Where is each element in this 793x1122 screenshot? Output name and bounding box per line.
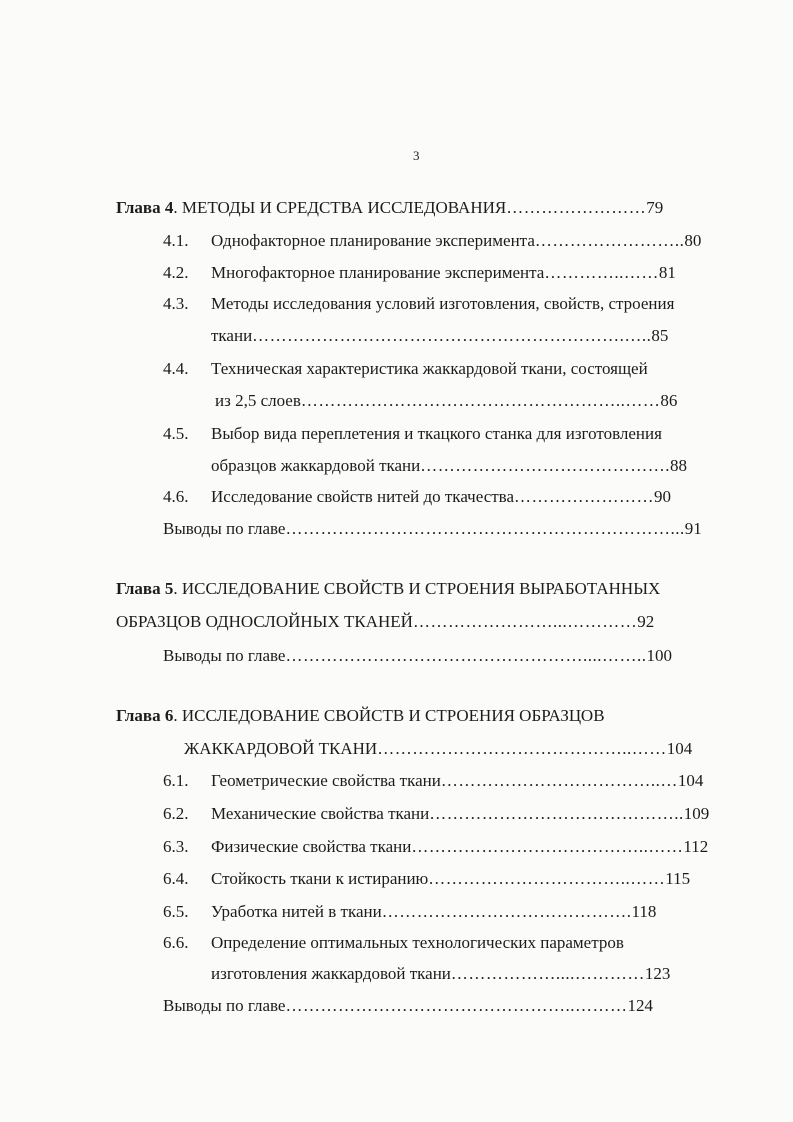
- toc-entry-4-2: [163, 263, 676, 283]
- entry-page: 123: [644, 964, 671, 983]
- toc-conclusions-4: [163, 519, 702, 539]
- toc-entry-6-2: [163, 804, 709, 824]
- entry-number: 6.2.: [163, 804, 189, 823]
- toc-conclusions-5: [163, 646, 672, 666]
- entry-number: 6.6.: [163, 933, 189, 952]
- entry-leader: ……………………………………………………….…..: [252, 326, 652, 345]
- entry-text: Методы исследования условий изготовления, свойств, строения: [211, 294, 675, 313]
- chapter-6-title: . ИССЛЕДОВАНИЕ СВОЙСТВ И СТРОЕНИЯ ОБРАЗЦОВ: [173, 706, 605, 725]
- page-number: 3: [413, 148, 420, 163]
- entry-number: 4.2.: [163, 263, 189, 282]
- chapter-6-leader: ……………………………………..……: [377, 739, 667, 758]
- entry-page: 86: [660, 391, 678, 410]
- toc-entry-4-3: [163, 294, 674, 314]
- toc-entry-4-3-cont: [211, 326, 668, 346]
- chapter-4-leader: ……………………: [506, 198, 647, 217]
- entry-leader: ………………....…………: [450, 964, 645, 983]
- entry-leader: ……………………: [514, 487, 655, 506]
- entry-leader: …………..……: [544, 263, 659, 282]
- conclusions-leader: …………………………………………..………: [285, 996, 628, 1015]
- entry-page: 85: [651, 326, 669, 345]
- chapter-4-heading: [116, 198, 663, 218]
- entry-leader: ……………………………..……: [428, 869, 666, 888]
- chapter-5-heading-cont: [116, 612, 654, 632]
- entry-number: 4.1.: [163, 231, 189, 250]
- toc-entry-4-4: [163, 359, 648, 379]
- entry-text: Выбор вида переплетения и ткацкого станка для изготовления: [211, 424, 662, 443]
- entry-text: Уработка нитей в ткани: [211, 902, 382, 921]
- entry-page: 81: [658, 263, 676, 282]
- entry-text-cont: изготовления жаккардовой ткани: [211, 964, 451, 983]
- entry-text: Геометрические свойства ткани: [211, 771, 441, 790]
- entry-text: Определение оптимальных технологических параметров: [211, 933, 624, 952]
- entry-page: 104: [677, 771, 704, 790]
- entry-number: 4.5.: [163, 424, 189, 443]
- chapter-6-title-cont: ЖАККАРДОВОЙ ТКАНИ: [184, 739, 378, 758]
- conclusions-leader: …………………………………………………………...: [285, 519, 685, 538]
- entry-text: Однофакторное планирование эксперимента: [211, 231, 535, 250]
- chapter-6-label: Глава 6: [116, 706, 174, 725]
- entry-page: 109: [683, 804, 710, 823]
- entry-text: Многофакторное планирование эксперимента: [211, 263, 545, 282]
- entry-leader: ……………………..: [534, 231, 685, 250]
- conclusions-leader: ……………………………………………....……..: [285, 646, 647, 665]
- conclusions-text: Выводы по главе: [163, 646, 286, 665]
- entry-text-cont: ткани: [211, 326, 253, 345]
- chapter-4-title: . МЕТОДЫ И СРЕДСТВА ИССЛЕДОВАНИЯ: [173, 198, 507, 217]
- chapter-5-title-cont: ОБРАЗЦОВ ОДНОСЛОЙНЫХ ТКАНЕЙ: [116, 612, 413, 631]
- toc-entry-6-4: [163, 869, 690, 889]
- entry-leader: …………………………………….: [381, 902, 632, 921]
- toc-entry-6-6: [163, 933, 624, 953]
- entry-text: Исследование свойств нитей до ткачества: [211, 487, 515, 506]
- conclusions-text: Выводы по главе: [163, 996, 286, 1015]
- conclusions-page: 91: [684, 519, 702, 538]
- toc-entry-6-1: [163, 771, 703, 791]
- entry-page: 88: [670, 456, 687, 475]
- toc-entry-4-1: [163, 231, 701, 251]
- entry-leader: ……………………………………..: [429, 804, 684, 823]
- toc-entry-4-5-cont: [211, 456, 687, 476]
- chapter-4-label: Глава 4: [116, 198, 174, 217]
- entry-number: 4.4.: [163, 359, 189, 378]
- entry-text-cont: из 2,5 слоев: [215, 391, 301, 410]
- entry-number: 6.4.: [163, 869, 189, 888]
- entry-page: 118: [631, 902, 657, 921]
- chapter-5-heading: [116, 579, 660, 599]
- entry-number: 6.1.: [163, 771, 189, 790]
- chapter-4-page: 79: [646, 198, 664, 217]
- chapter-6-heading-cont: [184, 739, 692, 759]
- toc-entry-4-5: [163, 424, 662, 444]
- chapter-5-title: . ИССЛЕДОВАНИЕ СВОЙСТВ И СТРОЕНИЯ ВЫРАБОТАННЫХ: [173, 579, 661, 598]
- entry-number: 6.5.: [163, 902, 189, 921]
- toc-entry-6-3: [163, 837, 708, 857]
- entry-number: 4.6.: [163, 487, 189, 506]
- toc-entry-4-4-cont: [215, 391, 677, 411]
- entry-text: Физические свойства ткани: [211, 837, 412, 856]
- entry-number: 4.3.: [163, 294, 189, 313]
- entry-leader: ………………………………………………..……: [300, 391, 661, 410]
- entry-page: 115: [665, 869, 691, 888]
- conclusions-text: Выводы по главе: [163, 519, 286, 538]
- toc-entry-4-6: [163, 487, 671, 507]
- entry-page: 90: [654, 487, 672, 506]
- chapter-5-label: Глава 5: [116, 579, 174, 598]
- toc-conclusions-6: [163, 996, 653, 1016]
- entry-leader: …………………………………….: [420, 456, 670, 475]
- conclusions-page: 124: [627, 996, 653, 1015]
- entry-text: Стойкость ткани к истиранию: [211, 869, 429, 888]
- entry-text: Механические свойства ткани: [211, 804, 430, 823]
- entry-number: 6.3.: [163, 837, 189, 856]
- chapter-6-page: 104: [666, 739, 693, 758]
- entry-leader: …………………………………..……: [411, 837, 684, 856]
- toc-entry-6-5: [163, 902, 656, 922]
- chapter-5-page: 92: [637, 612, 655, 631]
- entry-page: 112: [683, 837, 709, 856]
- conclusions-page: 100: [646, 646, 672, 665]
- entry-text: Техническая характеристика жаккардовой ткани, состоящей: [211, 359, 648, 378]
- chapter-5-leader: ……………………...…………: [412, 612, 638, 631]
- chapter-6-heading: [116, 706, 605, 726]
- entry-text-cont: образцов жаккардовой ткани: [211, 456, 421, 475]
- toc-entry-6-6-cont: [211, 964, 670, 984]
- entry-page: 80: [684, 231, 702, 250]
- entry-leader: ………………………………..…: [440, 771, 678, 790]
